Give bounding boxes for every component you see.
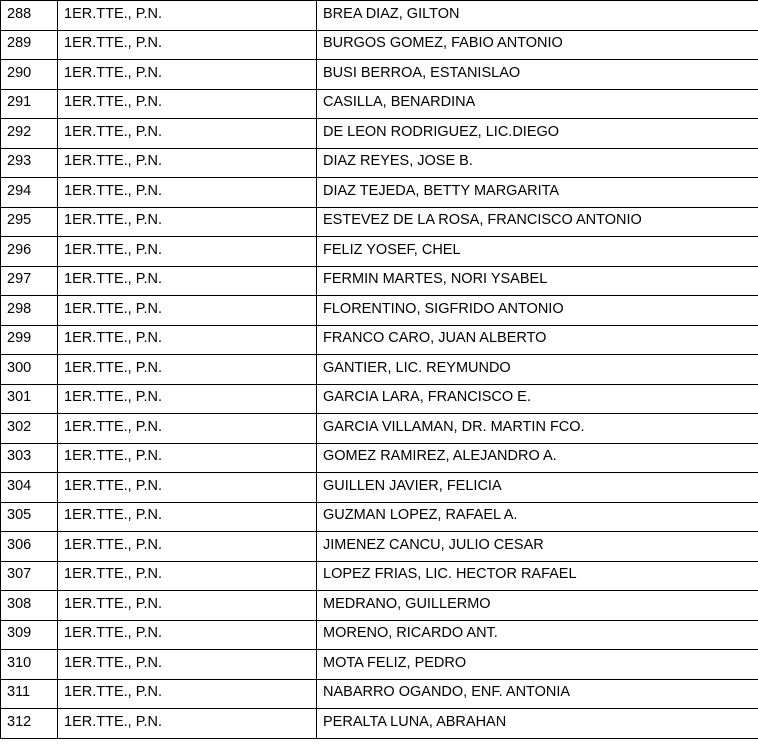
row-number-cell: 295 — [1, 207, 58, 237]
table-row — [1, 207, 758, 237]
row-rank-cell: 1ER.TTE., P.N. — [58, 207, 317, 237]
row-rank-cell: 1ER.TTE., P.N. — [58, 237, 317, 267]
row-name-cell: NABARRO OGANDO, ENF. ANTONIA — [317, 679, 758, 709]
row-rank-cell: 1ER.TTE., P.N. — [58, 443, 317, 473]
table-row — [1, 119, 758, 149]
row-number-cell: 305 — [1, 502, 58, 532]
row-number-cell: 301 — [1, 384, 58, 414]
table-row — [1, 561, 758, 591]
row-number-cell: 290 — [1, 60, 58, 90]
row-rank-cell: 1ER.TTE., P.N. — [58, 620, 317, 650]
roster-table-body — [1, 1, 758, 739]
row-name-cell: FRANCO CARO, JUAN ALBERTO — [317, 325, 758, 355]
table-row — [1, 178, 758, 208]
row-rank-cell: 1ER.TTE., P.N. — [58, 502, 317, 532]
table-row — [1, 650, 758, 680]
row-number-cell: 306 — [1, 532, 58, 562]
row-number-cell: 307 — [1, 561, 58, 591]
row-number-cell: 298 — [1, 296, 58, 326]
row-name-cell: CASILLA, BENARDINA — [317, 89, 758, 119]
row-name-cell: GARCIA LARA, FRANCISCO E. — [317, 384, 758, 414]
row-number-cell: 288 — [1, 1, 58, 31]
row-rank-cell: 1ER.TTE., P.N. — [58, 473, 317, 503]
row-rank-cell: 1ER.TTE., P.N. — [58, 414, 317, 444]
row-number-cell: 293 — [1, 148, 58, 178]
row-name-cell: BUSI BERROA, ESTANISLAO — [317, 60, 758, 90]
row-number-cell: 312 — [1, 709, 58, 739]
table-row — [1, 591, 758, 621]
row-rank-cell: 1ER.TTE., P.N. — [58, 325, 317, 355]
row-name-cell: GARCIA VILLAMAN, DR. MARTIN FCO. — [317, 414, 758, 444]
table-row — [1, 532, 758, 562]
table-row — [1, 148, 758, 178]
row-name-cell: BREA DIAZ, GILTON — [317, 1, 758, 31]
table-row — [1, 709, 758, 739]
row-rank-cell: 1ER.TTE., P.N. — [58, 60, 317, 90]
row-name-cell: FERMIN MARTES, NORI YSABEL — [317, 266, 758, 296]
row-name-cell: GUILLEN JAVIER, FELICIA — [317, 473, 758, 503]
row-rank-cell: 1ER.TTE., P.N. — [58, 148, 317, 178]
row-rank-cell: 1ER.TTE., P.N. — [58, 532, 317, 562]
row-name-cell: BURGOS GOMEZ, FABIO ANTONIO — [317, 30, 758, 60]
row-number-cell: 289 — [1, 30, 58, 60]
row-rank-cell: 1ER.TTE., P.N. — [58, 709, 317, 739]
row-number-cell: 296 — [1, 237, 58, 267]
row-number-cell: 292 — [1, 119, 58, 149]
row-rank-cell: 1ER.TTE., P.N. — [58, 384, 317, 414]
table-row — [1, 502, 758, 532]
row-number-cell: 302 — [1, 414, 58, 444]
row-name-cell: FELIZ YOSEF, CHEL — [317, 237, 758, 267]
table-row — [1, 325, 758, 355]
row-rank-cell: 1ER.TTE., P.N. — [58, 650, 317, 680]
table-row — [1, 30, 758, 60]
row-rank-cell: 1ER.TTE., P.N. — [58, 561, 317, 591]
row-name-cell: JIMENEZ CANCU, JULIO CESAR — [317, 532, 758, 562]
table-row — [1, 384, 758, 414]
table-row — [1, 266, 758, 296]
row-name-cell: DIAZ REYES, JOSE B. — [317, 148, 758, 178]
table-row — [1, 473, 758, 503]
row-number-cell: 294 — [1, 178, 58, 208]
row-name-cell: GOMEZ RAMIREZ, ALEJANDRO A. — [317, 443, 758, 473]
row-rank-cell: 1ER.TTE., P.N. — [58, 296, 317, 326]
table-row — [1, 679, 758, 709]
row-name-cell: DE LEON RODRIGUEZ, LIC.DIEGO — [317, 119, 758, 149]
row-name-cell: LOPEZ FRIAS, LIC. HECTOR RAFAEL — [317, 561, 758, 591]
row-name-cell: GUZMAN LOPEZ, RAFAEL A. — [317, 502, 758, 532]
row-rank-cell: 1ER.TTE., P.N. — [58, 679, 317, 709]
row-name-cell: ESTEVEZ DE LA ROSA, FRANCISCO ANTONIO — [317, 207, 758, 237]
row-rank-cell: 1ER.TTE., P.N. — [58, 30, 317, 60]
row-number-cell: 299 — [1, 325, 58, 355]
row-number-cell: 303 — [1, 443, 58, 473]
row-number-cell: 297 — [1, 266, 58, 296]
table-row — [1, 89, 758, 119]
row-number-cell: 300 — [1, 355, 58, 385]
table-row — [1, 355, 758, 385]
row-name-cell: PERALTA LUNA, ABRAHAN — [317, 709, 758, 739]
row-rank-cell: 1ER.TTE., P.N. — [58, 591, 317, 621]
row-rank-cell: 1ER.TTE., P.N. — [58, 266, 317, 296]
row-name-cell: FLORENTINO, SIGFRIDO ANTONIO — [317, 296, 758, 326]
table-row — [1, 443, 758, 473]
row-number-cell: 310 — [1, 650, 58, 680]
row-name-cell: MEDRANO, GUILLERMO — [317, 591, 758, 621]
row-number-cell: 311 — [1, 679, 58, 709]
row-number-cell: 291 — [1, 89, 58, 119]
row-rank-cell: 1ER.TTE., P.N. — [58, 119, 317, 149]
row-rank-cell: 1ER.TTE., P.N. — [58, 178, 317, 208]
row-number-cell: 304 — [1, 473, 58, 503]
row-number-cell: 308 — [1, 591, 58, 621]
table-row — [1, 296, 758, 326]
row-rank-cell: 1ER.TTE., P.N. — [58, 89, 317, 119]
table-row — [1, 60, 758, 90]
row-name-cell: GANTIER, LIC. REYMUNDO — [317, 355, 758, 385]
table-row — [1, 620, 758, 650]
table-row — [1, 237, 758, 267]
table-row — [1, 1, 758, 31]
row-number-cell: 309 — [1, 620, 58, 650]
table-row — [1, 414, 758, 444]
row-name-cell: MORENO, RICARDO ANT. — [317, 620, 758, 650]
row-name-cell: MOTA FELIZ, PEDRO — [317, 650, 758, 680]
row-rank-cell: 1ER.TTE., P.N. — [58, 355, 317, 385]
row-rank-cell: 1ER.TTE., P.N. — [58, 1, 317, 31]
row-name-cell: DIAZ TEJEDA, BETTY MARGARITA — [317, 178, 758, 208]
